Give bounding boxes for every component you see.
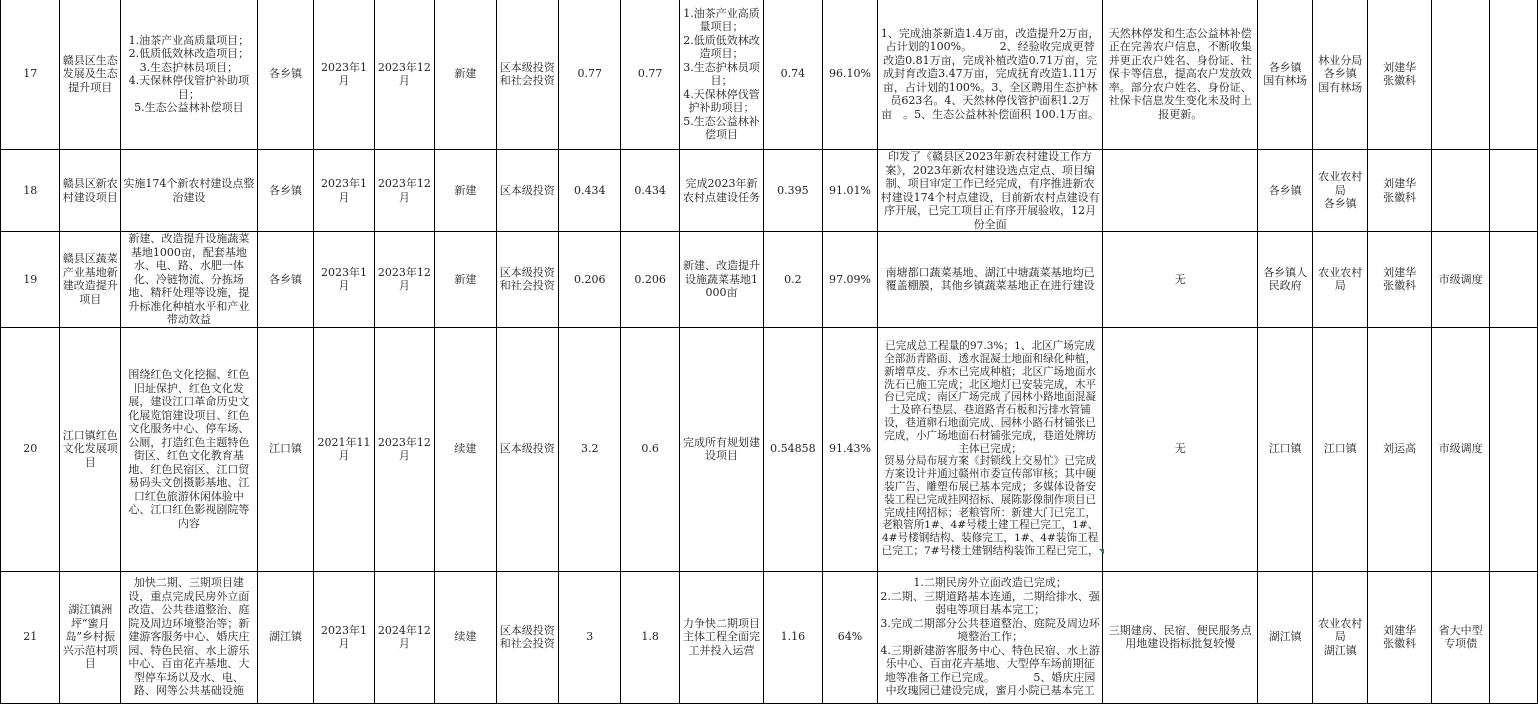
cell-note: 省大中型专项债: [1431, 571, 1489, 703]
cell-location: 各乡镇: [257, 150, 314, 232]
cell-no: 18: [1, 150, 60, 232]
cell-contact: 刘建华 张徽科: [1368, 232, 1431, 328]
cell-plan: 0.206: [621, 232, 679, 328]
cell-funding: 区本级投资和社会投资: [496, 232, 558, 328]
cell-no: 21: [1, 571, 60, 703]
cell-content: 加快二期、三期项目建设，重点完成民房外立面改造、公共巷道整治、庭院及周边环境整治等；新建游客服务中心、婚庆庄园、特色民宿、水上游乐中心、百亩花卉基地、大型停车场以及水、电、路、网等公共基础设施: [121, 571, 258, 703]
cell-start: 2021年11月: [314, 327, 374, 571]
cell-issues: [1102, 150, 1257, 232]
cell-plan: 0.434: [621, 150, 679, 232]
cell-comment-indicator[interactable]: [1099, 549, 1104, 554]
cell-plan: 0.77: [621, 0, 679, 150]
cell-start: 2023年1月: [314, 0, 374, 150]
cell-project-name: 江口镇红色文化发展项目: [60, 327, 121, 571]
cell-content: 新建、改造提升设施蔬菜基地1000亩，配套基地水、电、路、水肥一体化、冷链物流、分拣场地、精秆处理等设施，提升标准化种植水平和产业带动效益: [121, 232, 258, 328]
cell-resp-unit: 各乡镇人民政府: [1258, 232, 1313, 328]
cell-end: 2023年12月: [374, 150, 434, 232]
cell-issues: 三期建房、民宿、便民服务点用地建设指标批复较慢: [1102, 571, 1257, 703]
cell-percent: 91.01%: [822, 150, 878, 232]
cell-total: 3: [559, 571, 621, 703]
cell-contact: 刘建华 张徽科: [1368, 571, 1431, 703]
cell-blank: [1490, 0, 1538, 150]
cell-start: 2023年1月: [314, 232, 374, 328]
cell-project-name: 赣县区蔬菜产业基地新建改造提升项目: [60, 232, 121, 328]
cell-start: 2023年1月: [314, 150, 374, 232]
cell-end: 2023年12月: [374, 232, 434, 328]
cell-no: 20: [1, 327, 60, 571]
cell-resp-unit: 各乡镇: [1258, 150, 1313, 232]
cell-content: 1.油茶产业高质量项目； 2.低质低效林改造项目； 3.生态护林员项目； 4.天保林停伐管护补助项目； 5.生态公益林补偿项目: [121, 0, 258, 150]
cell-progress: 印发了《赣县区2023年新农村建设工作方案》，2023年新农村建设选点定点、项目编制、项目审定工作已经完成，有序推进新农村建设174个村点建设，目前新农村点建设有序开展，已完工项目正有序开展验收，12月份全面: [878, 150, 1103, 232]
cell-start: 2023年1月: [314, 571, 374, 703]
cell-end: 2024年12月: [374, 571, 434, 703]
table-row: [1, 0, 1538, 150]
cell-resp-unit: 各乡镇 国有林场: [1258, 0, 1313, 150]
table-row: [1, 232, 1538, 328]
cell-total: 3.2: [559, 327, 621, 571]
cell-location: 湖江镇: [257, 571, 314, 703]
cell-goal: 完成2023年新农村点建设任务: [679, 150, 763, 232]
cell-issues: 天然林停发和生态公益林补偿正在完善农户信息，不断收集并更正农户姓名、身份证、社保卡等信息，提高农户发放效率。部分农户姓名、身份证、社保卡信息发生变化未及时上报更新。: [1102, 0, 1257, 150]
cell-funding: 区本级投资和社会投资: [496, 0, 558, 150]
cell-issues: 无: [1102, 327, 1257, 571]
cell-percent: 91.43%: [822, 327, 878, 571]
cell-blank: [1490, 232, 1538, 328]
cell-funding: 区本级投资和社会投资: [496, 571, 558, 703]
cell-project-name: 湖江镇洲坪“蜜月岛”乡村振兴示范村项目: [60, 571, 121, 703]
cell-total: 0.206: [559, 232, 621, 328]
cell-progress: 已完成总工程量的97.3%；1、北区广场完成全部沥青路面、透水混凝土地面和绿化种植，新增草皮、乔木已完成种植；北区广场地面水洗石已施工完成；北区地灯已安装完成，木平台已完成；南区广场完成了园林小路地面混凝土及碎石垫层、巷道路青石板和污排水管铺设，巷道卵石地面完成、园林小路石材铺张已完成，小广场地面石材铺张完成，巷道处牌坊主体已完成； 贸易分局布展方案《封锁线上交易忙》已完成方案设计并通过赣州市委宣传部审核；其中硬装广告、雕塑布展已基本完成；多媒体设备安装工程已完成挂网招标、展陈影像制作项目已完成挂网招标；老粮管所：新建大门已完工，老粮管所1#、4#号楼土建工程已完工，1#、4#号楼钢结构、装修完工，1#、4#装饰工程已完工；7#号楼土建钢结构装饰工程已完工，: [878, 327, 1103, 571]
cell-percent: 96.10%: [822, 0, 878, 150]
cell-lead-unit: 林业分局 各乡镇 国有林场: [1312, 0, 1368, 150]
cell-type: 新建: [435, 0, 496, 150]
cell-plan: 0.6: [621, 327, 679, 571]
cell-no: 19: [1, 232, 60, 328]
cell-note: 市级调度: [1431, 327, 1489, 571]
cell-completed: 0.395: [764, 150, 822, 232]
cell-note: [1431, 0, 1489, 150]
cell-content: 实施174个新农村建设点整治建设: [121, 150, 258, 232]
cell-resp-unit: 湖江镇: [1258, 571, 1313, 703]
cell-project-name: 赣县区新农村建设项目: [60, 150, 121, 232]
cell-goal: 力争快二期项目主体工程全面完工并投入运营: [679, 571, 763, 703]
cell-goal: 新建、改造提升设施蔬菜基地1000亩: [679, 232, 763, 328]
cell-completed: 0.54858: [764, 327, 822, 571]
cell-blank: [1490, 327, 1538, 571]
cell-funding: 区本级投资: [496, 150, 558, 232]
cell-total: 0.434: [559, 150, 621, 232]
cell-no: 17: [1, 0, 60, 150]
cell-lead-unit: 江口镇: [1312, 327, 1368, 571]
cell-location: 江口镇: [257, 327, 314, 571]
cell-blank: [1490, 150, 1538, 232]
cell-goal: 完成所有规划建设项目: [679, 327, 763, 571]
cell-lead-unit: 农业农村局 湖江镇: [1312, 571, 1368, 703]
cell-type: 新建: [435, 150, 496, 232]
cell-type: 续建: [435, 327, 496, 571]
cell-funding: 区本级投资: [496, 327, 558, 571]
cell-resp-unit: 江口镇: [1258, 327, 1313, 571]
cell-percent: 64%: [822, 571, 878, 703]
cell-blank: [1490, 571, 1538, 703]
cell-type: 续建: [435, 571, 496, 703]
table-row: [1, 571, 1538, 703]
cell-contact: 刘建华 张徽科: [1368, 0, 1431, 150]
cell-note: [1431, 150, 1489, 232]
cell-contact: 刘运高: [1368, 327, 1431, 571]
cell-end: 2023年12月: [374, 327, 434, 571]
cell-note: 市级调度: [1431, 232, 1489, 328]
cell-contact: 刘建华 张徽科: [1368, 150, 1431, 232]
cell-lead-unit: 农业农村局 各乡镇: [1312, 150, 1368, 232]
cell-completed: 1.16: [764, 571, 822, 703]
cell-type: 新建: [435, 232, 496, 328]
cell-project-name: 赣县区生态发展及生态提升项目: [60, 0, 121, 150]
cell-end: 2023年12月: [374, 0, 434, 150]
cell-goal: 1.油茶产业高质量项目； 2.低质低效林改造项目； 3.生态护林员项目； 4.天保林停伐管护补助项目； 5.生态公益林补偿项目: [679, 0, 763, 150]
cell-completed: 0.74: [764, 0, 822, 150]
cell-location: 各乡镇: [257, 232, 314, 328]
cell-progress: 南塘都口蔬菜基地、湖江中塘蔬菜基地均已覆盖棚膜，其他乡镇蔬菜基地正在进行建设: [878, 232, 1103, 328]
cell-total: 0.77: [559, 0, 621, 150]
cell-progress: 1、完成油茶新造1.4万亩，改造提升2万亩，占计划的100%。 2、经验收完成更替改造0.81万亩，完成补植改造0.71万亩，完成封育改造3.47万亩，完成抚育改造1.11万亩，占计划的100%。3、全区聘用生态护林员623名。4、天然林停伐管护面积1.2万亩 。5、生态公益林补偿面积 100.1万亩。: [878, 0, 1103, 150]
cell-issues: 无: [1102, 232, 1257, 328]
cell-plan: 1.8: [621, 571, 679, 703]
table-row: [1, 150, 1538, 232]
table-row: [1, 327, 1538, 571]
cell-completed: 0.2: [764, 232, 822, 328]
cell-content: 围绕红色文化挖掘、红色旧址保护、红色文化发展，建设江口革命历史文化展览馆建设项目、红色文化服务中心、停车场、公厕，打造红色主题特色街区、红色文化教育基地、红色民宿区、江口贸易码头文创摄影基地、江口红色旅游休闲体验中心、江口红色影视剧院等内容: [121, 327, 258, 571]
cell-progress: 1.二期民房外立面改造已完成； 2.二期、三期道路基本连通，二期给排水、强弱电等项目基本完工； 3.完成二期部分公共巷道整治、庭院及周边环境整治工作； 4.三期新建游客服务中心、特色民宿、水上游乐中心、百亩花卉基地、大型停车场前期征地等准备工作已完成。 5、婚庆庄园中玫瑰园已建设完成，蜜月小院已基本完工: [878, 571, 1103, 703]
cell-location: 各乡镇: [257, 0, 314, 150]
cell-lead-unit: 农业农村局: [1312, 232, 1368, 328]
cell-percent: 97.09%: [822, 232, 878, 328]
